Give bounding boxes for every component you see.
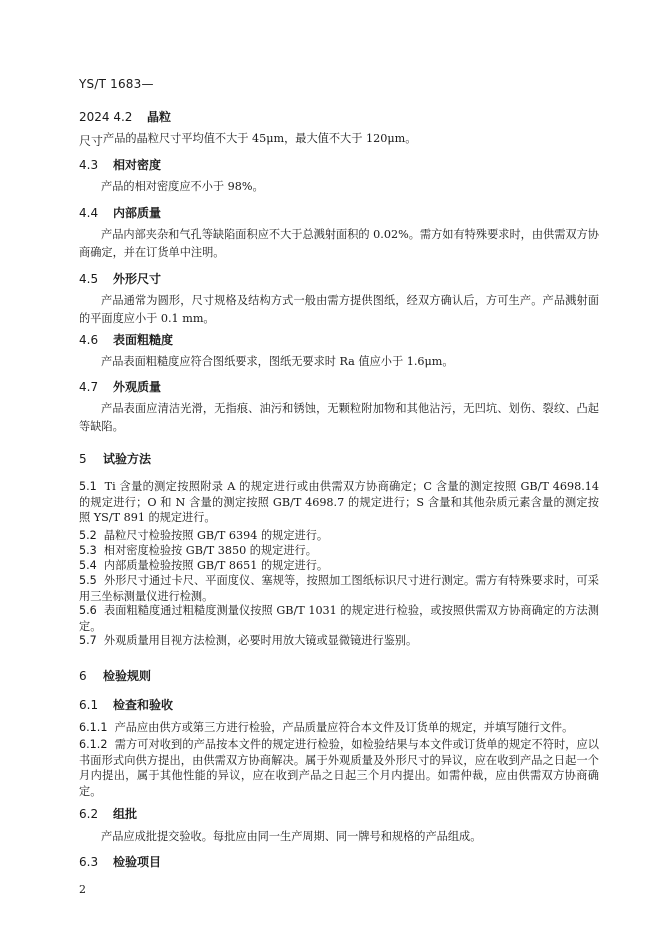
section-5-2-text: 5.2 晶粒尺寸检验按照 GB/T 6394 的规定进行。 [79, 529, 329, 542]
section-6-3-heading: 6.3 检验项目 [79, 855, 162, 869]
section-4-2-side-label: 尺寸 [79, 134, 104, 148]
section-4-3-text: 产品的相对密度应不小于 98%。 [101, 180, 264, 193]
section-5-3-text: 5.3 相对密度检验按 GB/T 3850 的规定进行。 [79, 544, 317, 557]
section-5-5-text: 5.5 外形尺寸通过卡尺、平面度仪、塞规等，按照加工图纸标识尺寸进行测定。需方有特殊要求时，可采用三坐标测量仪进行检测。 [79, 574, 599, 603]
section-5-7-text: 5.7 外观质量用目视方法检测，必要时用放大镜或显微镜进行鉴别。 [79, 634, 418, 647]
section-4-2-heading: 2024 4.2 晶粒 [79, 110, 172, 124]
section-4-4-heading: 4.4 内部质量 [79, 206, 162, 220]
section-6-1-heading: 6.1 检查和验收 [79, 698, 174, 712]
section-5-heading: 5 试验方法 [79, 452, 152, 466]
section-5-6-text: 5.6 表面粗糙度通过粗糙度测量仪按照 GB/T 1031 的规定进行检验，或按照供需双方协商确定的方法测定。 [79, 604, 599, 633]
section-6-1-1-text: 6.1.1 产品应由供方或第三方进行检验，产品质量应符合本文件及订货单的规定，并填写随行文件。 [79, 721, 574, 734]
standard-code-header: YS/T 1683— [79, 77, 154, 91]
section-4-5-heading: 4.5 外形尺寸 [79, 272, 162, 286]
section-4-7-text: 产品表面应清洁光滑，无指痕、油污和锈蚀，无颗粒附加物和其他沾污，无凹坑、划伤、裂纹、凸起等缺陷。 [79, 402, 599, 433]
section-4-6-heading: 4.6 表面粗糙度 [79, 333, 174, 347]
section-6-2-text: 产品应成批提交验收。每批应由同一生产周期、同一牌号和规格的产品组成。 [101, 830, 482, 843]
section-6-heading: 6 检验规则 [79, 669, 152, 683]
section-4-5-text: 产品通常为圆形，尺寸规格及结构方式一般由需方提供图纸，经双方确认后，方可生产。产品溅射面的平面度应小于 0.1 mm。 [79, 294, 599, 325]
section-5-1-text: 5.1 Ti 含量的测定按照附录 A 的规定进行或由供需双方协商确定；C 含量的测定按照 GB/T 4698.14 的规定进行；O 和 N 含量的测定按照 GB/T 4698.7 的规定进行；S 含量和其他杂质元素含量的测定按照 YS/T 891 的规定进行。 [79, 480, 599, 524]
section-4-7-heading: 4.7 外观质量 [79, 380, 162, 394]
page-number: 2 [79, 883, 86, 896]
section-6-2-heading: 6.2 组批 [79, 807, 138, 821]
section-5-4-text: 5.4 内部质量检验按照 GB/T 8651 的规定进行。 [79, 559, 329, 572]
section-4-4-text: 产品内部夹杂和气孔等缺陷面积应不大于总溅射面积的 0.02%。需方如有特殊要求时，由供需双方协商确定，并在订货单中注明。 [79, 228, 599, 259]
section-4-3-heading: 4.3 相对密度 [79, 158, 162, 172]
section-4-2-text: 产品的晶粒尺寸平均值不大于 45μm，最大值不大于 120μm。 [103, 132, 417, 145]
section-6-1-2-text: 6.1.2 需方可对收到的产品按本文件的规定进行检验，如检验结果与本文件或订货单的规定不符时，应以书面形式向供方提出，由供需双方协商解决。属于外观质量及外形尺寸的异议，应在收到产品之日起一个月内提出，属于其他性能的异议，应在收到产品之日起三个月内提出。如需仲裁，应由供需双方协商确定。 [79, 738, 599, 798]
section-4-6-text: 产品表面粗糙度应符合图纸要求，图纸无要求时 Ra 值应小于 1.6μm。 [101, 355, 454, 368]
